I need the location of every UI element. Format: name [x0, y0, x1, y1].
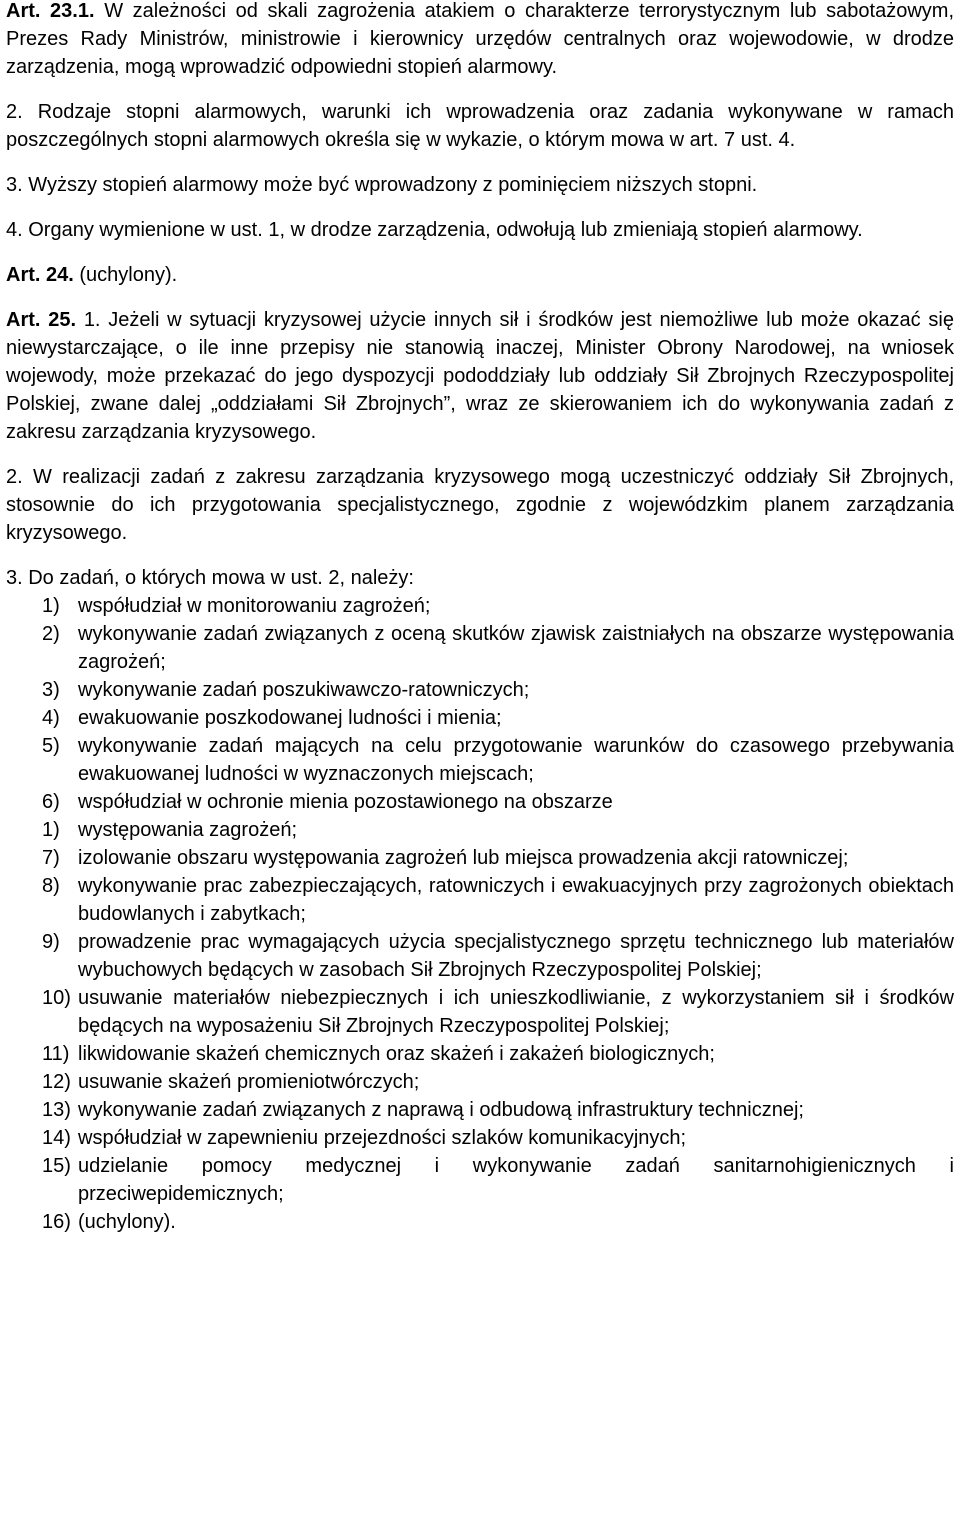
- art23-label: Art. 23.: [6, 0, 78, 22]
- list-item: [6, 984, 954, 1040]
- art25-label: Art. 25.: [6, 309, 77, 331]
- list-item: [6, 872, 954, 928]
- list-item-number: 13): [42, 1099, 71, 1121]
- list-item-text: usuwanie skażeń promieniotwórczych;: [78, 1071, 420, 1093]
- list-item-number: 16): [42, 1211, 71, 1233]
- list-item-number: 2): [42, 623, 60, 645]
- art23-para-3: 3. Wyższy stopień alarmowy może być wprowadzony z pominięciem niższych stopni.: [6, 174, 758, 196]
- list-item-text: usuwanie materiałów niebezpiecznych i ich unieszkodliwianie, z wykorzystaniem sił i środków będących na wyposażeniu Sił Zbrojnych Rzeczypospolitej Polskiej;: [78, 987, 954, 1037]
- art23-p1-number: 1.: [77, 0, 95, 22]
- list-item: [6, 928, 954, 984]
- art23-para-4: 4. Organy wymienione w ust. 1, w drodze zarządzenia, odwołują lub zmieniają stopień alarmowy.: [6, 219, 863, 241]
- list-item-number: 1): [42, 595, 60, 617]
- list-item-number: 3): [42, 679, 60, 701]
- list-item-text: występowania zagrożeń;: [78, 819, 298, 841]
- list-item: [6, 1096, 954, 1124]
- list-item: [6, 816, 954, 844]
- list-item-text: wykonywanie zadań poszukiwawczo-ratowniczych;: [78, 679, 530, 701]
- list-item-text: ewakuowanie poszkodowanej ludności i mienia;: [78, 707, 502, 729]
- list-item-text: współudział w ochronie mienia pozostawionego na obszarze: [78, 791, 613, 813]
- art24-label: Art. 24.: [6, 264, 74, 286]
- list-item: [6, 620, 954, 676]
- list-item: [6, 1208, 954, 1236]
- list-item: [6, 592, 954, 620]
- art25-para-3-heading: 3. Do zadań, o których mowa w ust. 2, należy:: [6, 567, 414, 589]
- art24-text: (uchylony).: [79, 264, 178, 286]
- list-item-number: 10): [42, 987, 71, 1009]
- list-item-text: współudział w zapewnieniu przejezdności szlaków komunikacyjnych;: [78, 1127, 687, 1149]
- task-list: [6, 592, 954, 1236]
- art24-para: [6, 261, 954, 289]
- list-item-text: współudział w monitorowaniu zagrożeń;: [78, 595, 431, 617]
- list-item-number: 7): [42, 847, 60, 869]
- list-item: [6, 844, 954, 872]
- list-item: [6, 1152, 954, 1208]
- list-item: [6, 704, 954, 732]
- list-item: [6, 676, 954, 704]
- list-item-text: wykonywanie zadań związanych z oceną skutków zjawisk zaistniałych na obszarze występowania zagrożeń;: [78, 623, 954, 673]
- list-item: [6, 788, 954, 816]
- art25-p1-number: 1.: [83, 309, 101, 331]
- list-item-text: wykonywanie zadań mających na celu przygotowanie warunków do czasowego przebywania ewakuowanej ludności w wyznaczonych miejscach;: [78, 735, 954, 785]
- list-item-text: izolowanie obszaru występowania zagrożeń lub miejsca prowadzenia akcji ratowniczej;: [78, 847, 849, 869]
- list-item-number: 8): [42, 875, 60, 897]
- list-item-text: likwidowanie skażeń chemicznych oraz skażeń i zakażeń biologicznych;: [78, 1043, 715, 1065]
- list-item: [6, 1068, 954, 1096]
- art25-para-1: [6, 306, 954, 446]
- list-item-text: udzielanie pomocy medycznej i wykonywanie zadań sanitarnohigienicznych i przeciwepidemicznych;: [78, 1155, 954, 1205]
- list-item-number: 4): [42, 707, 60, 729]
- list-item-text: (uchylony).: [78, 1211, 176, 1233]
- art23-p1-text: W zależności od skali zagrożenia atakiem o charakterze terrorystycznym lub sabotażowym, Prezes Rady Ministrów, ministrowie i kierownicy urzędów centralnych oraz wojewodowie, w drodze zarządzenia, mogą wprowadzić odpowiedni stopień alarmowy.: [6, 0, 954, 78]
- list-item-number: 9): [42, 931, 60, 953]
- list-item: [6, 732, 954, 788]
- list-item: [6, 1040, 954, 1068]
- art23-para-1: [6, 0, 954, 81]
- list-item-number: 1): [42, 819, 60, 841]
- list-item-text: wykonywanie zadań związanych z naprawą i odbudową infrastruktury technicznej;: [78, 1099, 804, 1121]
- art23-para-2: 2. Rodzaje stopni alarmowych, warunki ich wprowadzenia oraz zadania wykonywane w ramach poszczególnych stopni alarmowych określa się w wykazie, o którym mowa w art. 7 ust. 4.: [6, 101, 954, 151]
- list-item-number: 12): [42, 1071, 71, 1093]
- art25-p1-text: Jeżeli w sytuacji kryzysowej użycie innych sił i środków jest niemożliwe lub może okazać się niewystarczające, o ile inne przepisy nie stanowią inaczej, Minister Obrony Narodowej, na wniosek wojewody, może przekazać do jego dyspozycji pododdziały lub oddziały Sił Zbrojnych Rzeczypospolitej Polskiej, zwane dalej „oddziałami Sił Zbrojnych”, wraz ze skierowaniem ich do wykonywania zadań z zakresu zarządzania kryzysowego.: [6, 309, 955, 443]
- list-item-number: 11): [42, 1043, 70, 1065]
- list-item-number: 15): [42, 1155, 71, 1177]
- list-item: [6, 1124, 954, 1152]
- list-item-number: 6): [42, 791, 60, 813]
- art25-para-2: 2. W realizacji zadań z zakresu zarządzania kryzysowego mogą uczestniczyć oddziały Sił Zbrojnych, stosownie do ich przygotowania specjalistycznego, zgodnie z wojewódzkim planem zarządzania kryzysowego.: [6, 466, 954, 544]
- list-item-number: 14): [42, 1127, 71, 1149]
- list-item-number: 5): [42, 735, 60, 757]
- list-item-text: prowadzenie prac wymagających użycia specjalistycznego sprzętu technicznego lub materiałów wybuchowych będących w zasobach Sił Zbrojnych Rzeczypospolitej Polskiej;: [78, 931, 954, 981]
- list-item-text: wykonywanie prac zabezpieczających, ratowniczych i ewakuacyjnych przy zagrożonych obiektach budowlanych i zabytkach;: [78, 875, 954, 925]
